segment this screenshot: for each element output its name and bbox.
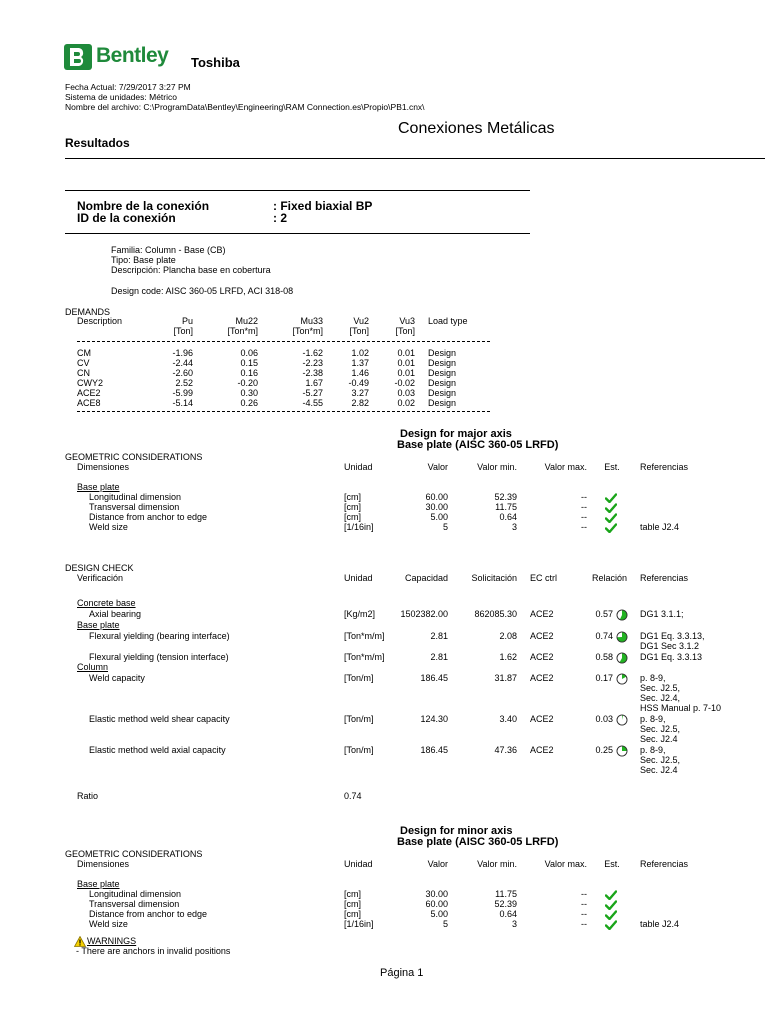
ratio-indicator-icon (616, 714, 628, 726)
geo-row-label: Weld size (89, 919, 128, 929)
demands-header: Mu22 (235, 316, 258, 326)
geo-unit: [1/16in] (344, 919, 374, 929)
conn-rule-top (65, 190, 530, 191)
geo-max: -- (581, 919, 587, 929)
check-reference: Sec. J2.5, (640, 683, 681, 693)
geo-group-label: Base plate (77, 879, 120, 889)
check-capacity: 2.81 (430, 652, 448, 662)
check-group-label: Base plate (77, 620, 120, 630)
geo-header: Referencias (640, 462, 689, 472)
ratio-indicator-icon (616, 631, 628, 643)
info-tipo: Tipo: Base plate (111, 255, 176, 265)
ratio-indicator-icon (616, 609, 628, 621)
check-unit: [Ton/m] (344, 673, 374, 683)
check-demand: 862085.30 (474, 609, 517, 619)
check-ratio: 0.74 (595, 631, 613, 641)
check-demand: 31.87 (494, 673, 517, 683)
demands-cell: Design (428, 388, 457, 398)
geo-unit: [cm] (344, 502, 361, 512)
demands-cell: 0.01 (397, 368, 415, 378)
geo-max: -- (581, 889, 587, 899)
demands-cell: -5.99 (172, 388, 193, 398)
geo-header: Est. (604, 859, 620, 869)
check-unit: [Ton/m] (344, 714, 374, 724)
demands-cell: 2.82 (351, 398, 369, 408)
geo-min: 11.75 (495, 889, 517, 899)
check-ratio: 0.17 (595, 673, 613, 683)
dashed-divider (77, 341, 490, 342)
geo-header: Unidad (344, 859, 373, 869)
geo-row-label: Transversal dimension (89, 502, 180, 512)
geo-header: Dimensiones (77, 859, 130, 869)
check-unit: [Ton*m/m] (344, 631, 385, 641)
demands-cell: 0.26 (240, 398, 258, 408)
demands-cell: CM (77, 348, 91, 358)
check-reference: Sec. J2.4, (640, 693, 681, 703)
check-reference: DG1 3.1.1; (640, 609, 684, 619)
geo-reference: table J2.4 (640, 919, 680, 929)
check-unit: [Ton*m/m] (344, 652, 385, 662)
check-demand: 2.08 (499, 631, 517, 641)
demands-cell: Design (428, 348, 457, 358)
check-reference: HSS Manual p. 7-10 (640, 703, 722, 713)
demands-cell: Design (428, 398, 457, 408)
demands-title: DEMANDS (65, 307, 111, 317)
geo-max: -- (581, 899, 587, 909)
check-reference: Sec. J2.4 (640, 734, 678, 744)
demands-unit: [Ton*m] (227, 326, 258, 336)
demands-cell: -0.49 (348, 378, 369, 388)
geo-row-label: Distance from anchor to edge (89, 512, 208, 522)
geo-value: 30.00 (425, 889, 448, 899)
major-title-1: Design for major axis (400, 428, 512, 440)
demands-cell: 2.52 (175, 378, 193, 388)
ratio-value: 0.74 (344, 791, 362, 801)
check-ec-ctrl: ACE2 (530, 714, 554, 724)
geo-value: 5 (442, 522, 448, 532)
demands-unit: [Ton] (173, 326, 193, 336)
check-reference: p. 8-9, (640, 714, 666, 724)
geo-min: 52.39 (494, 492, 517, 502)
check-ratio: 0.25 (595, 745, 613, 755)
geo-unit: [cm] (344, 512, 361, 522)
demands-cell: -5.14 (172, 398, 193, 408)
demands-cell: Design (428, 378, 457, 388)
geo-min: 3 (511, 522, 517, 532)
header-rule (65, 158, 765, 159)
check-reference: Sec. J2.5, (640, 724, 681, 734)
check-row-label: Elastic method weld axial capacity (89, 745, 226, 755)
conn-rule-bottom (65, 233, 530, 234)
check-row-label: Flexural yielding (tension interface) (89, 652, 229, 662)
info-design-code: Design code: AISC 360-05 LRFD, ACI 318-08 (111, 286, 294, 296)
geo-max: -- (581, 502, 587, 512)
geo-unit: [cm] (344, 889, 361, 899)
checkmark-icon (605, 503, 617, 513)
check-reference: DG1 Eq. 3.3.13, (640, 631, 705, 641)
demands-cell: CV (77, 358, 90, 368)
check-header: Unidad (344, 573, 373, 583)
minor-title-2: Base plate (AISC 360-05 LRFD) (397, 836, 559, 848)
demands-cell: -2.23 (302, 358, 323, 368)
file-line: Nombre del archivo: C:\ProgramData\Bentley\Engineering\RAM Connection.es\Propio\PB1.cnx\ (65, 102, 425, 112)
geo-header: Valor max. (544, 462, 587, 472)
check-demand: 3.40 (499, 714, 517, 724)
geo-max: -- (581, 522, 587, 532)
geo-row-label: Weld size (89, 522, 128, 532)
demands-cell: CN (77, 368, 90, 378)
check-demand: 1.62 (499, 652, 517, 662)
geo-value: 5 (442, 919, 448, 929)
checkmark-icon (605, 910, 617, 920)
demands-cell: ACE8 (77, 398, 101, 408)
checkmark-icon (605, 523, 617, 533)
conn-id-label: ID de la conexión (77, 211, 176, 225)
checkmark-icon (605, 900, 617, 910)
check-ratio: 0.58 (595, 652, 613, 662)
demands-cell: 0.03 (397, 388, 415, 398)
ratio-indicator-icon (616, 652, 628, 664)
geo-header: Unidad (344, 462, 373, 472)
brand-name: Bentley (96, 44, 169, 67)
geo-header: Valor (427, 462, 448, 472)
geo-header: Valor max. (544, 859, 587, 869)
geo-header: Valor min. (477, 859, 517, 869)
check-row-label: Elastic method weld shear capacity (89, 714, 230, 724)
geo-max: -- (581, 909, 587, 919)
demands-unit: [Ton] (395, 326, 415, 336)
geo-header: Dimensiones (77, 462, 130, 472)
check-ec-ctrl: ACE2 (530, 631, 554, 641)
geo-row-label: Distance from anchor to edge (89, 909, 208, 919)
check-row-label: Flexural yielding (bearing interface) (89, 631, 230, 641)
conn-name-label: Nombre de la conexión (77, 199, 210, 213)
geo-value: 5.00 (430, 909, 448, 919)
geo-header: Referencias (640, 859, 689, 869)
demands-header: Mu33 (300, 316, 323, 326)
warning-message: - There are anchors in invalid positions (76, 946, 231, 956)
check-row-label: Weld capacity (89, 673, 145, 683)
check-ratio: 0.57 (595, 609, 613, 619)
conn-name-value: : Fixed biaxial BP (273, 199, 373, 213)
check-reference: DG1 Sec 3.1.2 (640, 641, 700, 651)
check-reference: p. 8-9, (640, 745, 666, 755)
check-header: Relación (591, 573, 627, 583)
demands-cell: -0.02 (394, 378, 415, 388)
check-ec-ctrl: ACE2 (530, 652, 554, 662)
dashed-divider (77, 411, 490, 412)
demands-cell: 3.27 (351, 388, 369, 398)
check-reference: DG1 Eq. 3.3.13 (640, 652, 703, 662)
check-ec-ctrl: ACE2 (530, 673, 554, 683)
demands-cell: -1.62 (302, 348, 323, 358)
check-unit: [Kg/m2] (344, 609, 376, 619)
demands-cell: 1.67 (305, 378, 323, 388)
info-descripcion: Descripción: Plancha base en cobertura (111, 265, 271, 275)
check-demand: 47.36 (494, 745, 517, 755)
geo-value: 60.00 (425, 899, 448, 909)
demands-header: Vu2 (353, 316, 369, 326)
check-group-label: Column (77, 662, 109, 672)
demands-cell: 1.02 (351, 348, 369, 358)
demands-cell: 0.15 (240, 358, 258, 368)
checkmark-icon (605, 890, 617, 900)
geo-group-label: Base plate (77, 482, 120, 492)
demands-cell: 0.01 (397, 348, 415, 358)
check-reference: Sec. J2.4 (640, 765, 678, 775)
ratio-label: Ratio (77, 791, 99, 801)
demands-cell: Design (428, 358, 457, 368)
check-ratio: 0.03 (595, 714, 613, 724)
page-number: Página 1 (380, 967, 424, 979)
check-capacity: 2.81 (430, 631, 448, 641)
geo-row-label: Transversal dimension (89, 899, 180, 909)
demands-header: Vu3 (399, 316, 415, 326)
minor-title-1: Design for minor axis (400, 825, 513, 837)
demands-cell: 0.16 (240, 368, 258, 378)
demands-cell: 0.30 (240, 388, 258, 398)
demands-header: Pu (181, 316, 193, 326)
check-ec-ctrl: ACE2 (530, 609, 554, 619)
demands-cell: -5.27 (302, 388, 323, 398)
ratio-indicator-icon (616, 745, 628, 757)
demands-cell: -2.60 (172, 368, 193, 378)
check-ec-ctrl: ACE2 (530, 745, 554, 755)
geo-unit: [cm] (344, 492, 361, 502)
demands-cell: 0.06 (240, 348, 258, 358)
conn-id-value: : 2 (273, 211, 288, 225)
geo-header: Est. (604, 462, 620, 472)
checkmark-icon (605, 493, 617, 503)
demands-cell: -2.38 (302, 368, 323, 378)
demands-cell: 0.02 (397, 398, 415, 408)
geo-min: 0.64 (499, 512, 517, 522)
check-group-label: Concrete base (77, 598, 136, 608)
check-header: Referencias (640, 573, 689, 583)
geo-unit: [1/16in] (344, 522, 374, 532)
demands-unit: [Ton] (349, 326, 369, 336)
geo-unit: [cm] (344, 899, 361, 909)
geo-value: 60.00 (425, 492, 448, 502)
demands-cell: Design (428, 368, 457, 378)
check-capacity: 186.45 (420, 745, 448, 755)
check-reference: Sec. J2.5, (640, 755, 681, 765)
demands-cell: -1.96 (172, 348, 193, 358)
major-title-2: Base plate (AISC 360-05 LRFD) (397, 439, 559, 451)
company-name: Toshiba (191, 55, 240, 70)
check-capacity: 1502382.00 (400, 609, 448, 619)
check-capacity: 124.30 (420, 714, 448, 724)
geo-reference: table J2.4 (640, 522, 680, 532)
demands-cell: -0.20 (237, 378, 258, 388)
check-header: EC ctrl (530, 573, 557, 583)
geo-header: Valor (427, 859, 448, 869)
ratio-indicator-icon (616, 673, 628, 685)
checkmark-icon (605, 513, 617, 523)
demands-header: Load type (428, 316, 468, 326)
check-header: Verificación (77, 573, 124, 583)
geo-value: 30.00 (425, 502, 448, 512)
demands-cell: -2.44 (172, 358, 193, 368)
check-title: DESIGN CHECK (65, 563, 134, 573)
check-header: Capacidad (404, 573, 448, 583)
geo-row-label: Longitudinal dimension (89, 492, 182, 502)
section-title: Resultados (65, 136, 130, 150)
geo-min: 11.75 (495, 502, 517, 512)
geo-row-label: Longitudinal dimension (89, 889, 182, 899)
demands-cell: 0.01 (397, 358, 415, 368)
demands-cell: -4.55 (302, 398, 323, 408)
geo-max: -- (581, 492, 587, 502)
geo-title: GEOMETRIC CONSIDERATIONS (65, 849, 203, 859)
geo-min: 3 (511, 919, 517, 929)
demands-cell: ACE2 (77, 388, 101, 398)
geo-min: 0.64 (499, 909, 517, 919)
check-row-label: Axial bearing (89, 609, 142, 619)
demands-cell: 1.46 (351, 368, 369, 378)
demands-unit: [Ton*m] (292, 326, 323, 336)
doc-title: Conexiones Metálicas (398, 120, 555, 137)
geo-unit: [cm] (344, 909, 361, 919)
geo-title: GEOMETRIC CONSIDERATIONS (65, 452, 203, 462)
demands-cell: 1.37 (351, 358, 369, 368)
demands-header: Description (77, 316, 123, 326)
check-reference: p. 8-9, (640, 673, 666, 683)
date-line: Fecha Actual: 7/29/2017 3:27 PM (65, 82, 191, 92)
info-familia: Familia: Column - Base (CB) (111, 245, 226, 255)
geo-max: -- (581, 512, 587, 522)
geo-value: 5.00 (430, 512, 448, 522)
units-line: Sistema de unidades: Métrico (65, 92, 177, 102)
check-capacity: 186.45 (420, 673, 448, 683)
check-header: Solicitación (471, 573, 517, 583)
check-unit: [Ton/m] (344, 745, 374, 755)
bentley-logo-icon (64, 44, 92, 70)
geo-header: Valor min. (477, 462, 517, 472)
geo-min: 52.39 (494, 899, 517, 909)
warnings-title: WARNINGS (87, 936, 137, 946)
demands-cell: CWY2 (77, 378, 104, 388)
checkmark-icon (605, 920, 617, 930)
